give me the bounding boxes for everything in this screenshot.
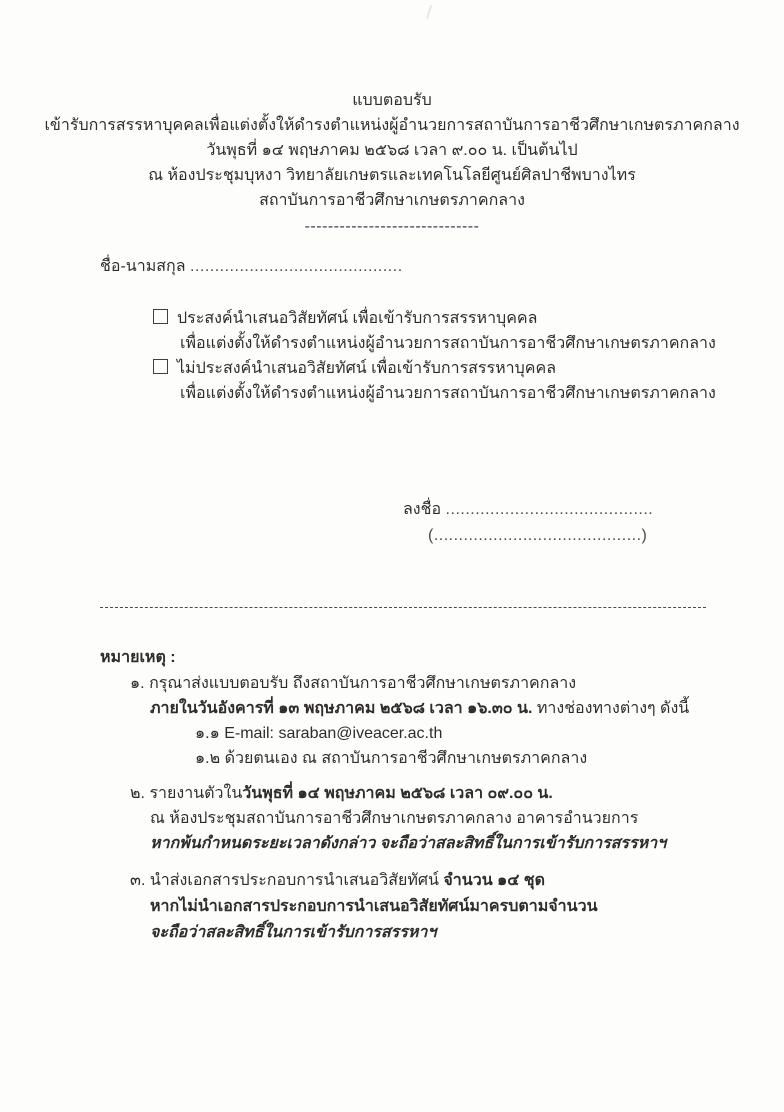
note-1-number: ๑. <box>130 675 145 692</box>
doc-subtitle: เข้ารับการสรรหาบุคคลเพื่อแต่งตั้งให้ดำรงตำแหน่งผู้อำนวยการสถาบันการอาชีวศึกษาเกษตรภาคกลาง <box>44 117 740 134</box>
notes-heading: หมายเหตุ : <box>100 649 176 666</box>
doc-org-line: สถาบันการอาชีวศึกษาเกษตรภาคกลาง <box>259 192 525 209</box>
email-text: E-mail: saraban@iveacer.ac.th <box>224 725 443 742</box>
note-1-line1: ๑. กรุณาส่งแบบตอบรับ ถึงสถาบันการอาชีวศึกษาเกษตรภาคกลาง <box>130 675 577 692</box>
document-header <box>0 88 784 213</box>
note-2-line2: ณ ห้องประชุมสถาบันการอาชีวศึกษาเกษตรภาคกลาง อาคารอำนวยการ <box>150 810 639 827</box>
option-decline-label-line2: เพื่อแต่งตั้งให้ดำรงตำแหน่งผู้อำนวยการสถาบันการอาชีวศึกษาเกษตรภาคกลาง <box>180 385 716 402</box>
option-decline-row <box>153 356 693 381</box>
option-decline-label: ไม่ประสงค์นำเสนอวิสัยทัศน์ เพื่อเข้ารับการสรรหาบุคคล <box>177 360 557 377</box>
signature-name-parenthesis: (..........................................) <box>428 527 648 544</box>
note-2-line1: ๒. รายงานตัวในวันพุธที่ ๑๔ พฤษภาคม ๒๕๖๘ เวลา ๐๙.๐๐ น. <box>130 785 553 802</box>
option-accept-checkbox[interactable] <box>153 309 168 324</box>
option-accept-label: ประสงค์นำเสนอวิสัยทัศน์ เพื่อเข้ารับการสรรหาบุคคล <box>177 310 538 327</box>
doc-date-line: วันพุธที่ ๑๔ พฤษภาคม ๒๕๖๘ เวลา ๙.๐๐ น. เป็นต้นไป <box>206 142 578 159</box>
options-group <box>153 306 716 406</box>
signature-label: ลงชื่อ <box>403 501 442 518</box>
note-3-line2: หากไม่นำเอกสารประกอบการนำเสนอวิสัยทัศน์มาครบตามจำนวน <box>150 898 598 915</box>
note-item-3 <box>130 868 598 946</box>
note-1-sub-email <box>195 721 689 746</box>
note-item-2 <box>130 781 666 856</box>
note-2-warning: หากพ้นกำหนดระยะเวลาดังกล่าว จะถือว่าสละสิทธิ์ในการเข้ารับการสรรหาฯ <box>150 835 667 852</box>
note-item-1 <box>130 671 689 771</box>
note-1-sub-2-number: ๑.๒ <box>195 750 221 767</box>
option-accept-row <box>153 306 693 331</box>
note-3-warning: จะถือว่าสละสิทธิ์ในการเข้ารับการสรรหาฯ <box>150 924 437 941</box>
signature-row <box>403 497 653 523</box>
note-3-line1: ๓. นำส่งเอกสารประกอบการนำเสนอวิสัยทัศน์ จำนวน ๑๔ ชุด <box>130 872 546 889</box>
option-decline-checkbox[interactable] <box>153 359 168 374</box>
note-2-number: ๒. <box>130 785 145 802</box>
section-divider <box>100 607 706 608</box>
signature-dotted-line: .......................................... <box>445 501 654 518</box>
doc-title: แบบตอบรับ <box>352 92 432 109</box>
note-3-number: ๓. <box>130 872 146 889</box>
doc-venue-line: ณ ห้องประชุมบุหงา วิทยาลัยเกษตรและเทคโนโลยีศูนย์ศิลปาชีพบางไทร <box>148 167 636 184</box>
signature-block <box>403 497 653 549</box>
header-separator: ------------------------------ <box>304 218 480 235</box>
option-accept-label-line2: เพื่อแต่งตั้งให้ดำรงตำแหน่งผู้อำนวยการสถาบันการอาชีวศึกษาเกษตรภาคกลาง <box>180 335 716 352</box>
name-row <box>100 254 403 279</box>
note-1-sub-inperson: ๑.๒ ด้วยตนเอง ณ สถาบันการอาชีวศึกษาเกษตรภาคกลาง <box>195 750 588 767</box>
name-label: ชื่อ-นามสกุล <box>100 258 186 275</box>
note-1-line2: ภายในวันอังคารที่ ๑๓ พฤษภาคม ๒๕๖๘ เวลา ๑๖.๓๐ น. ทางช่องทางต่างๆ ดังนี้ <box>150 700 690 717</box>
note-1-sub-1-number: ๑.๑ <box>195 725 220 742</box>
name-dotted-line: ........................................... <box>189 258 403 275</box>
scan-artifact <box>426 5 440 21</box>
